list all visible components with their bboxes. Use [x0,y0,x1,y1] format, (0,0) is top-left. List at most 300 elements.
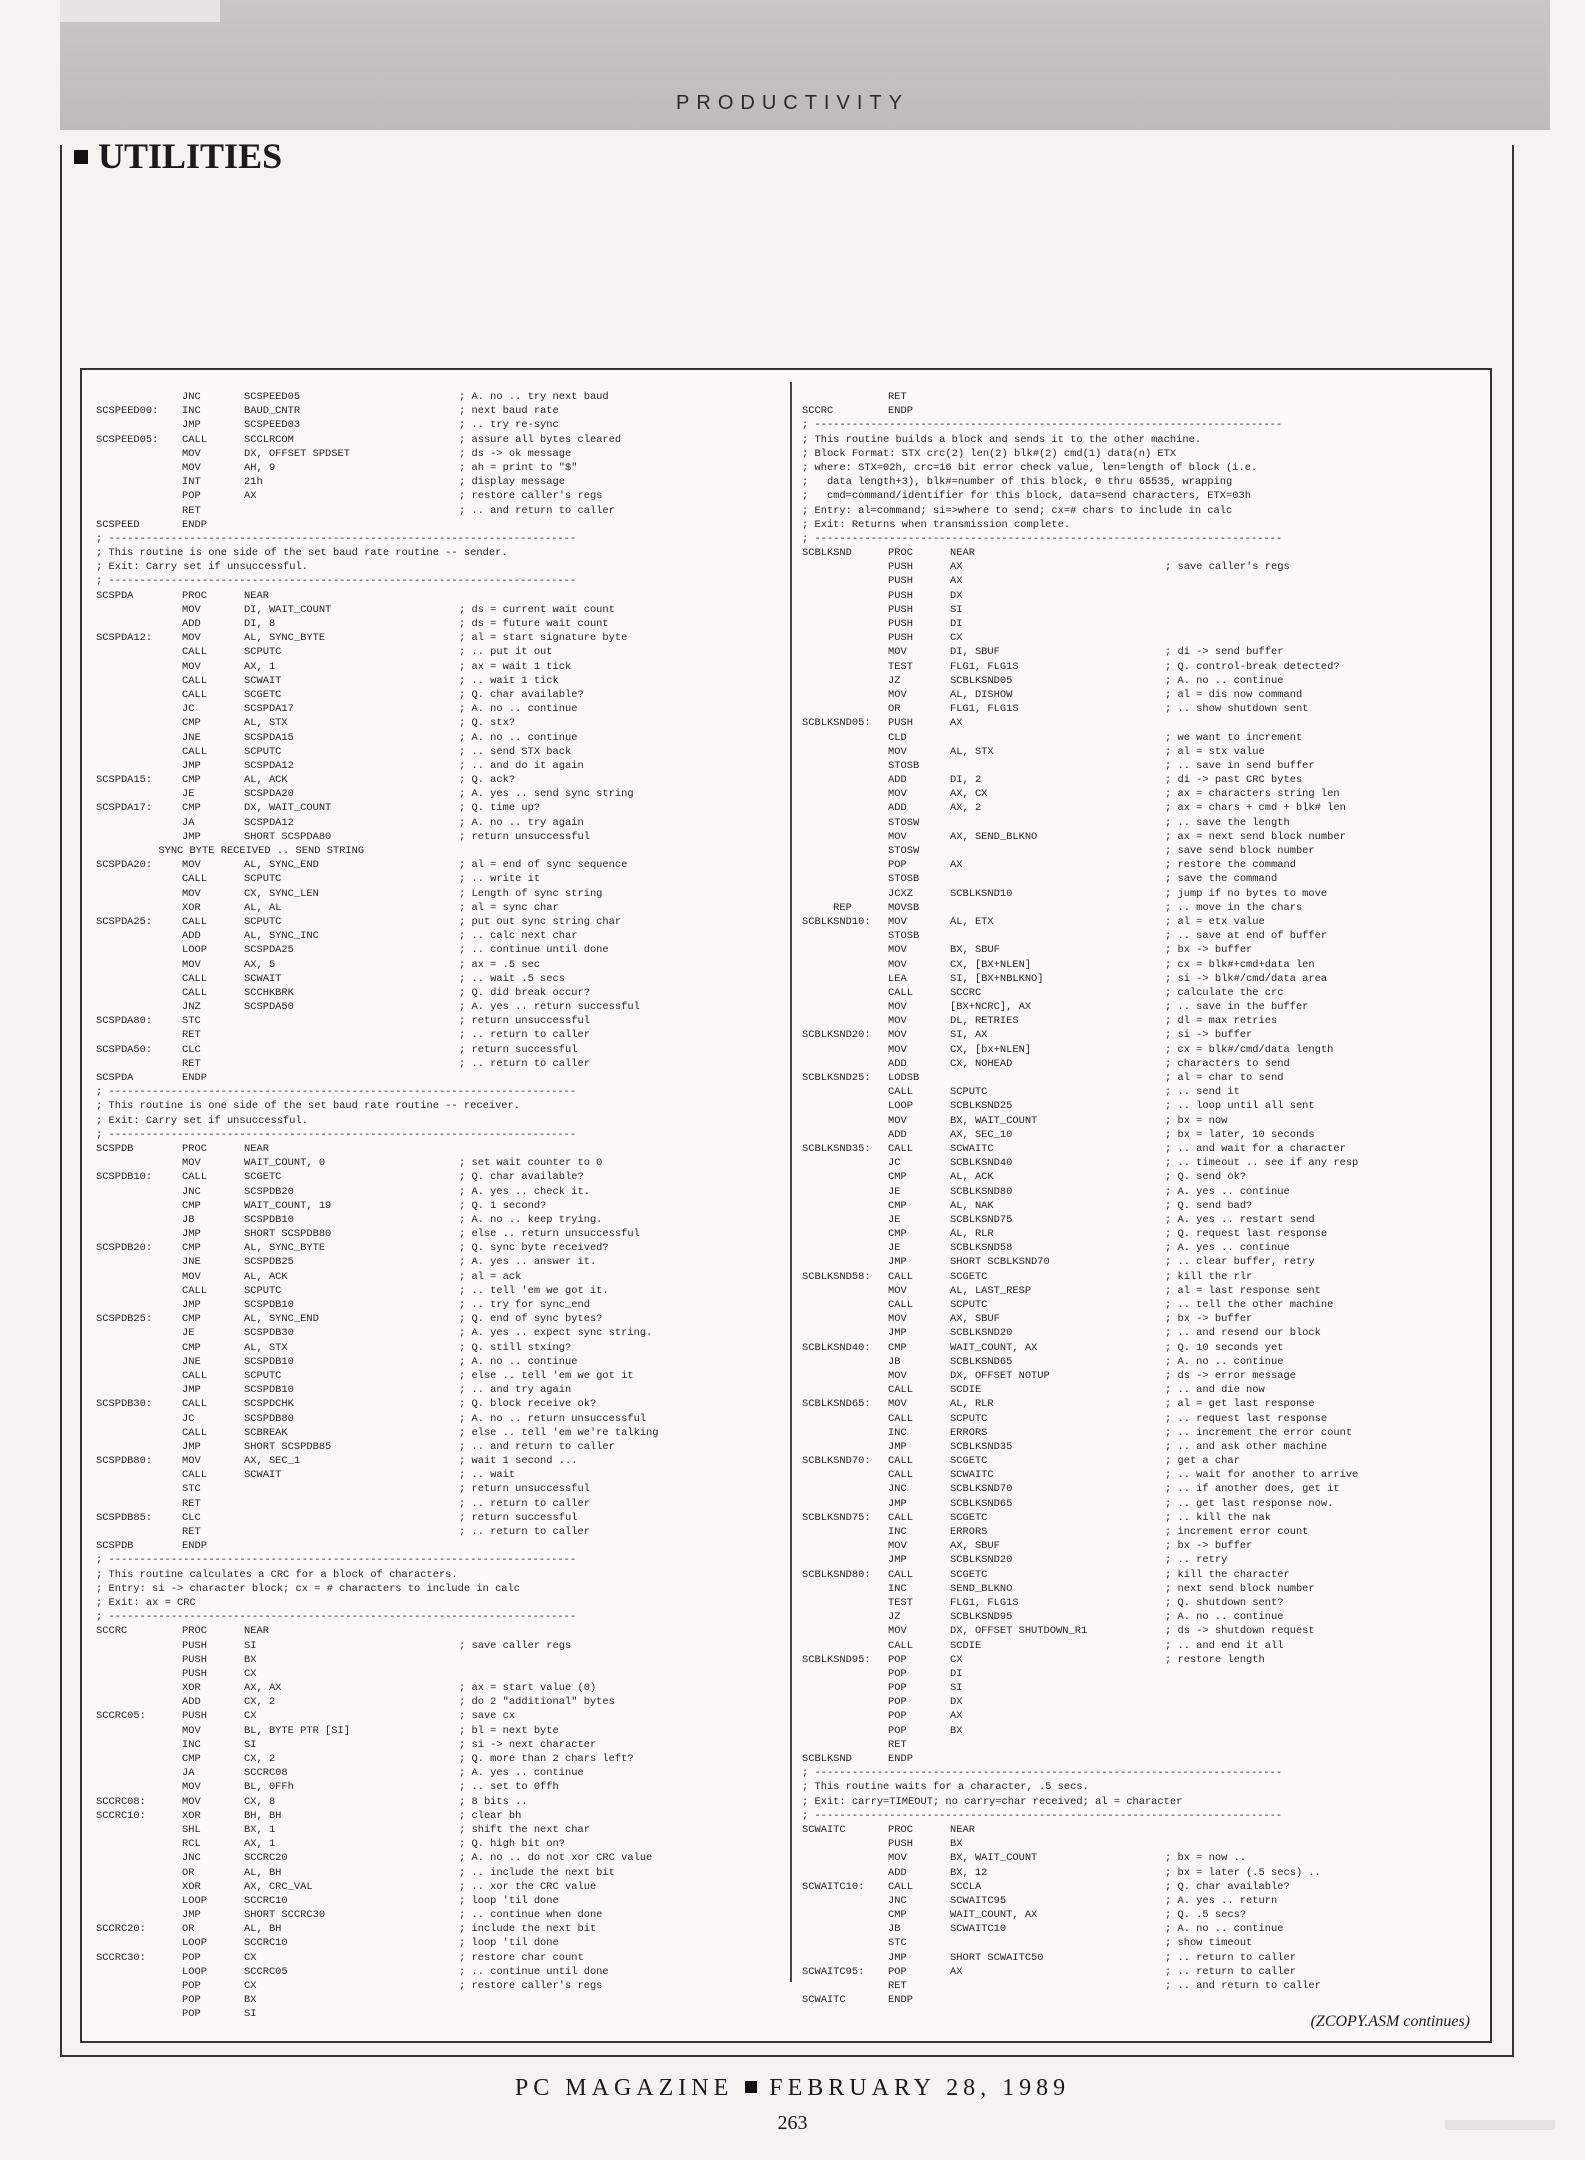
code-operands: SCCRC20 [244,1852,288,1865]
code-comment: ; .. and return to caller [1165,1980,1321,1992]
comment-line: ; Exit: Returns when transmission complete. [802,518,1071,531]
code-comment: ; si -> next character [459,1738,597,1751]
code-operands: SCSPEED03 [244,419,301,432]
code-line [96,1936,776,1950]
code-operands: SCSPDA20 [244,788,294,801]
code-line [802,1653,1482,1667]
code-line [802,1383,1482,1397]
code-label: SCSPDB85: [96,1511,153,1524]
code-comment: ; Q. control-break detected? [1165,660,1340,673]
code-comment: ; Q. ack? [459,774,516,787]
separator-line: ; --------------------------------------------------------------------------- [96,532,577,545]
code-operands: SCBREAK [244,1426,288,1439]
code-opcode: POP [182,1951,201,1964]
code-label: SCBLKSND65: [802,1398,871,1411]
code-opcode: JMP [888,1256,907,1269]
code-line [96,1851,776,1865]
code-operands: SCSPDA12 [244,816,294,829]
code-comment: ; .. clear buffer, retry [1165,1256,1315,1269]
code-opcode: SHL [182,1823,201,1836]
code-operands: SCCRC10 [244,1894,288,1907]
code-line [802,830,1482,844]
code-line [802,1837,1482,1851]
code-comment: ; get a char [1165,1455,1240,1468]
code-operands: CX [950,1653,963,1666]
code-comment: ; A. yes .. continue [1165,1185,1290,1198]
code-opcode: CMP [182,1199,201,1212]
code-operands: AX, SBUF [950,1540,1000,1553]
code-operands: SCPUTC [244,745,282,758]
code-operands: AL, LAST_RESP [950,1284,1032,1297]
code-line [96,1866,776,1880]
code-operands: AL, DISHOW [950,688,1013,701]
code-opcode: JE [888,1213,901,1226]
code-line [96,1681,776,1695]
code-comment: ; al = dis now command [1165,688,1303,701]
code-comment: ; A. yes .. send sync string [459,788,634,801]
code-line [802,1426,1482,1440]
code-comment: ; cx = blk#/cmd/data length [1165,1043,1334,1056]
code-opcode: POP [888,1682,907,1695]
code-comment: ; jump if no bytes to move [1165,887,1328,900]
code-line [96,1241,776,1255]
code-line [802,1085,1482,1099]
code-comment: ; .. and ask other machine [1165,1440,1328,1453]
code-line [96,943,776,957]
code-opcode: PROC [182,589,207,602]
code-line [802,1043,1482,1057]
code-operands: SCSPDA50 [244,1001,294,1014]
code-line [802,1355,1482,1369]
code-operands: SCCLA [950,1880,982,1893]
code-opcode: RET [182,1497,201,1510]
code-opcode: JZ [888,1611,901,1624]
code-operands: SCDIE [950,1384,982,1397]
code-comment: ; Q. block receive ok? [459,1398,597,1411]
code-line [96,1312,776,1326]
code-opcode: PUSH [888,632,913,645]
code-operands: SCCRC08 [244,1767,288,1780]
code-comment: ; al = start signature byte [459,632,628,645]
code-comment: ; Q. .5 secs? [1165,1909,1247,1922]
code-operands: CX, 2 [244,1753,276,1765]
code-label: SCSPDB10: [96,1171,153,1184]
code-operands: SCBLKSND95 [950,1611,1013,1624]
code-comment: ; Q. char available? [459,688,584,701]
code-comment: ; .. save the length [1165,816,1290,829]
code-opcode: CALL [888,1880,913,1893]
code-operands: DX, OFFSET SPDSET [244,447,351,460]
code-label: SCCRC08: [96,1795,146,1808]
code-line [96,1440,776,1454]
code-opcode: INC [182,405,201,418]
code-comment: ; .. continue until done [459,944,609,957]
code-opcode: LOOP [182,944,207,957]
code-comment: ; Q. time up? [459,802,541,815]
code-line [802,901,1482,915]
code-opcode: INC [888,1582,907,1595]
code-opcode: STOSB [888,873,920,886]
code-operands: SI [244,1639,257,1652]
code-opcode: LOOP [182,1894,207,1907]
code-opcode: OR [182,1866,195,1879]
code-opcode: ADD [182,618,201,630]
code-comment: ; bx = now .. [1165,1852,1247,1865]
page-heading-text: UTILITIES [98,136,283,176]
code-comment: ; A. yes .. return successful [459,1001,640,1014]
code-operands: SCGETC [244,1171,282,1184]
code-line [802,773,1482,787]
code-comment: ; A. yes .. expect sync string. [459,1327,653,1340]
code-opcode: MOV [888,830,907,843]
code-comment: ; dl = max retries [1165,1015,1278,1028]
code-opcode: CALL [888,1511,913,1524]
code-opcode: CALL [888,1639,913,1652]
code-label: SCWAITC [802,1994,846,2007]
code-comment: ; A. no .. continue [459,731,578,744]
code-operands: BX [950,1838,963,1851]
code-comment: ; bx -> buffer [1165,944,1253,957]
code-label: SCSPDA80: [96,1015,153,1028]
code-opcode: MOV [182,1781,201,1794]
code-label: SCBLKSND35: [802,1142,871,1155]
code-operands: CX, 8 [244,1795,276,1808]
code-line [802,1610,1482,1624]
code-comment: ; .. kill the nak [1165,1511,1272,1524]
code-line [802,844,1482,858]
code-comment: ; include the next bit [459,1923,597,1936]
code-operands: AL, SYNC_BYTE [244,1242,326,1255]
code-opcode: MOV [888,788,907,801]
code-comment: ; .. tell the other machine [1165,1299,1334,1311]
code-line [802,1057,1482,1071]
code-operands: AX [950,1965,963,1978]
code-operands: AX, SEC_10 [950,1128,1013,1141]
code-operands: SCSPDA17 [244,703,294,716]
code-comment: ; show timeout [1165,1937,1253,1950]
code-comment: ; save caller regs [459,1639,572,1652]
page-heading [74,135,282,177]
code-comment: ; al = stx value [1165,745,1265,758]
code-line [96,1511,776,1525]
code-opcode: ADD [182,1696,201,1709]
code-opcode: MOV [888,1001,907,1014]
code-line [802,1185,1482,1199]
code-comment: ; display message [459,476,566,489]
code-line [96,433,776,447]
separator-line: ; --------------------------------------------------------------------------- [96,1086,577,1099]
code-comment: ; bx = later (.5 secs) .. [1165,1866,1321,1879]
code-comment: ; .. request last response [1165,1412,1328,1425]
code-opcode: INT [182,476,201,489]
code-operands: SCGETC [950,1568,988,1581]
code-line [96,1965,776,1979]
code-comment: ; .. continue until done [459,1965,609,1978]
code-operands: SCCRC10 [244,1937,288,1950]
code-line [802,1213,1482,1227]
code-line [96,972,776,986]
code-line [802,1114,1482,1128]
code-opcode: PUSH [888,575,913,588]
code-opcode: CALL [182,986,207,999]
code-opcode: ADD [888,1866,907,1879]
code-operands: SCPUTC [244,1284,282,1297]
code-opcode: MOV [888,1284,907,1297]
comment-line: ; This routine is one side of the set baud rate routine -- sender. [96,547,508,560]
code-operands: AX, CRC_VAL [244,1880,313,1893]
code-line [96,1624,776,1638]
code-opcode: CMP [888,1199,907,1212]
code-operands: BX, WAIT_COUNT [950,1852,1038,1865]
code-operands: SCBLKSND65 [950,1355,1013,1368]
code-comment: ; Q. 10 seconds yet [1165,1341,1284,1354]
code-operands: SHORT SCSPDB80 [244,1228,332,1241]
code-line [802,1709,1482,1723]
code-opcode: CALL [182,688,207,701]
code-line [96,1156,776,1170]
code-opcode: MOV [182,603,201,616]
code-comment: ; Q. more than 2 chars left? [459,1753,634,1765]
code-comment: ; Q. sync byte received? [459,1242,609,1255]
code-line [802,1993,1482,2007]
code-line [96,1979,776,1993]
code-operands: SCBLKSND65 [950,1497,1013,1510]
code-opcode: JE [888,1185,901,1198]
code-operands: SCGETC [244,688,282,701]
code-line [802,1497,1482,1511]
code-operands: SCSPDA15 [244,731,294,744]
code-line [802,1156,1482,1170]
code-operands: DX [950,589,963,602]
code-opcode: LEA [888,972,907,985]
code-opcode: JNC [182,391,201,403]
code-line [802,1270,1482,1284]
code-opcode: JNC [888,1894,907,1907]
code-opcode: STC [182,1483,201,1496]
code-label: SCCRC20: [96,1923,146,1936]
code-comment: ; else .. return unsuccessful [459,1228,640,1241]
code-operands: CX [244,1951,257,1964]
code-operands: SCWAITC [950,1142,994,1155]
code-line [802,1071,1482,1085]
code-opcode: MOV [888,1398,907,1411]
code-opcode: MOV [182,461,201,474]
code-opcode: POP [182,1994,201,2007]
code-comment: ; restore caller's regs [459,490,603,503]
code-opcode: CMP [182,1313,201,1326]
code-opcode: PROC [182,1625,207,1638]
code-opcode: JB [182,1213,195,1226]
code-opcode: POP [888,1965,907,1978]
code-opcode: CALL [182,1284,207,1297]
code-comment: ; ax = .5 sec [459,958,541,971]
code-line [802,1951,1482,1965]
code-operands: NEAR [244,589,269,602]
code-label: SCBLKSND58: [802,1270,871,1283]
code-operands: [BX+NCRC], AX [950,1001,1032,1014]
code-opcode: CALL [888,1469,913,1482]
code-line [96,787,776,801]
code-line [96,773,776,787]
code-comment: ; characters to send [1165,1057,1290,1070]
code-label: SCSPEED00: [96,405,159,418]
code-opcode: INC [888,1426,907,1439]
code-operands: DI [950,618,963,630]
page-footer [0,2075,1585,2102]
code-line [96,858,776,872]
code-opcode: CMP [182,1341,201,1354]
code-comment: ; .. return to caller [1165,1951,1296,1964]
code-comment: ; A. yes .. check it. [459,1185,590,1198]
code-label: SCSPDA20: [96,859,153,872]
code-line [802,1752,1482,1766]
code-comment: ; return unsuccessful [459,1483,590,1496]
code-line [96,1738,776,1752]
code-opcode: CLD [888,731,907,744]
code-line [802,1880,1482,1894]
code-opcode: PUSH [888,1838,913,1851]
code-comment: ; ds = current wait count [459,603,615,616]
code-line [96,1298,776,1312]
magazine-name: PC MAGAZINE [514,2075,734,2101]
code-line [802,986,1482,1000]
code-line [96,1142,776,1156]
code-line [802,1553,1482,1567]
code-line [802,617,1482,631]
code-comment: ; di -> send buffer [1165,646,1284,659]
code-comment: ; Length of sync string [459,887,603,900]
code-opcode: RET [182,1029,201,1042]
code-comment: ; Q. still stxing? [459,1341,572,1354]
code-line [802,872,1482,886]
code-label: SCSPDA15: [96,774,153,787]
code-line [96,404,776,418]
code-opcode: MOV [888,1015,907,1028]
code-comment: ; loop 'til done [459,1937,559,1950]
code-opcode: JE [182,788,195,801]
code-comment: ; Q. end of sync bytes? [459,1313,603,1326]
code-operands: AL, ETX [950,915,994,928]
code-operands: AX, CX [950,788,988,801]
code-line [802,674,1482,688]
code-comment: ; restore the command [1165,859,1296,872]
code-operands: SHORT SCBLKSND70 [950,1256,1050,1269]
code-operands: SCBLKSND10 [950,887,1013,900]
code-label: SCCRC [802,405,834,418]
code-label: SCBLKSND [802,1753,852,1765]
code-operands: CX, [bx+NLEN] [950,1043,1032,1056]
code-operands: DL, RETRIES [950,1015,1019,1028]
code-line [96,1355,776,1369]
code-operands: SEND_BLKNO [950,1582,1013,1595]
code-operands: ERRORS [950,1526,988,1538]
code-operands: AL, ACK [950,1171,994,1184]
code-line [96,489,776,503]
code-line [802,589,1482,603]
code-line [96,660,776,674]
code-line [802,1397,1482,1411]
code-opcode: ENDP [888,405,913,418]
code-comment: ; bl = next byte [459,1724,559,1737]
code-line [96,631,776,645]
code-comment: ; Q. char available? [459,1171,584,1184]
code-operands: BH, BH [244,1809,282,1822]
code-comment: ; al = sync char [459,901,559,914]
code-operands: BAUD_CNTR [244,405,301,418]
code-line [96,688,776,702]
code-line [96,986,776,1000]
code-operands: SCBLKSND80 [950,1185,1013,1198]
code-line [802,1695,1482,1709]
code-operands: ERRORS [950,1426,988,1439]
code-comment: ; return unsuccessful [459,830,590,843]
code-operands: SCSPDB20 [244,1185,294,1198]
code-operands: AX [244,490,257,503]
code-operands: SCWAIT [244,674,282,687]
code-line [802,731,1482,745]
code-line [802,1454,1482,1468]
code-comment: ; return successful [459,1511,578,1524]
code-operands: SCCLRCOM [244,433,294,446]
code-line [802,716,1482,730]
code-operands: NEAR [244,1625,269,1638]
code-comment: ; .. wait for another to arrive [1165,1469,1359,1482]
code-comment: ; else .. tell 'em we got it [459,1369,634,1382]
code-comment: ; Q. shutdown sent? [1165,1596,1284,1609]
code-opcode: CMP [182,717,201,730]
code-opcode: JNZ [182,1001,201,1014]
code-opcode: STC [182,1015,201,1028]
code-opcode: CALL [182,1426,207,1439]
code-line [802,1255,1482,1269]
code-operands: SCWAIT [244,1469,282,1482]
code-operands: AX, SEND_BLKNO [950,830,1038,843]
code-comment: ; .. continue when done [459,1909,603,1922]
code-comment: ; .. return to caller [1165,1965,1296,1978]
code-line [96,929,776,943]
code-opcode: PUSH [888,561,913,574]
comment-line: ; This routine waits for a character, .5 secs. [802,1781,1089,1794]
code-label: SCSPEED [96,518,140,531]
code-line [802,1979,1482,1993]
code-label: SCBLKSND80: [802,1568,871,1581]
code-label: SCWAITC [802,1823,846,1836]
code-comment: ; .. get last response now. [1165,1497,1334,1510]
code-comment: ; A. no .. continue [459,1355,578,1368]
code-comment: ; .. and end it all [1165,1639,1284,1652]
code-comment: ; .. move in the chars [1165,901,1303,914]
code-line [96,1454,776,1468]
code-comment: ; save caller's regs [1165,561,1290,574]
code-line [96,1639,776,1653]
code-comment: ; kill the character [1165,1568,1290,1581]
code-line [96,1057,776,1071]
code-comment: ; put out sync string char [459,915,622,928]
code-line [96,1270,776,1284]
code-comment: ; else .. tell 'em we're talking [459,1426,659,1439]
code-opcode: STOSB [888,930,920,943]
code-line [96,1170,776,1184]
code-line [802,787,1482,801]
code-label: SCSPEED05: [96,433,159,446]
code-comment: ; calculate the crc [1165,986,1284,999]
code-operands: SCPUTC [244,873,282,886]
code-operands: SCSPDB30 [244,1327,294,1340]
code-line [96,617,776,631]
code-line [96,447,776,461]
comment-line: ; Block Format: STX crc(2) len(2) blk#(2) cmd(1) data(n) ETX [802,447,1177,460]
code-opcode: MOV [182,859,201,872]
